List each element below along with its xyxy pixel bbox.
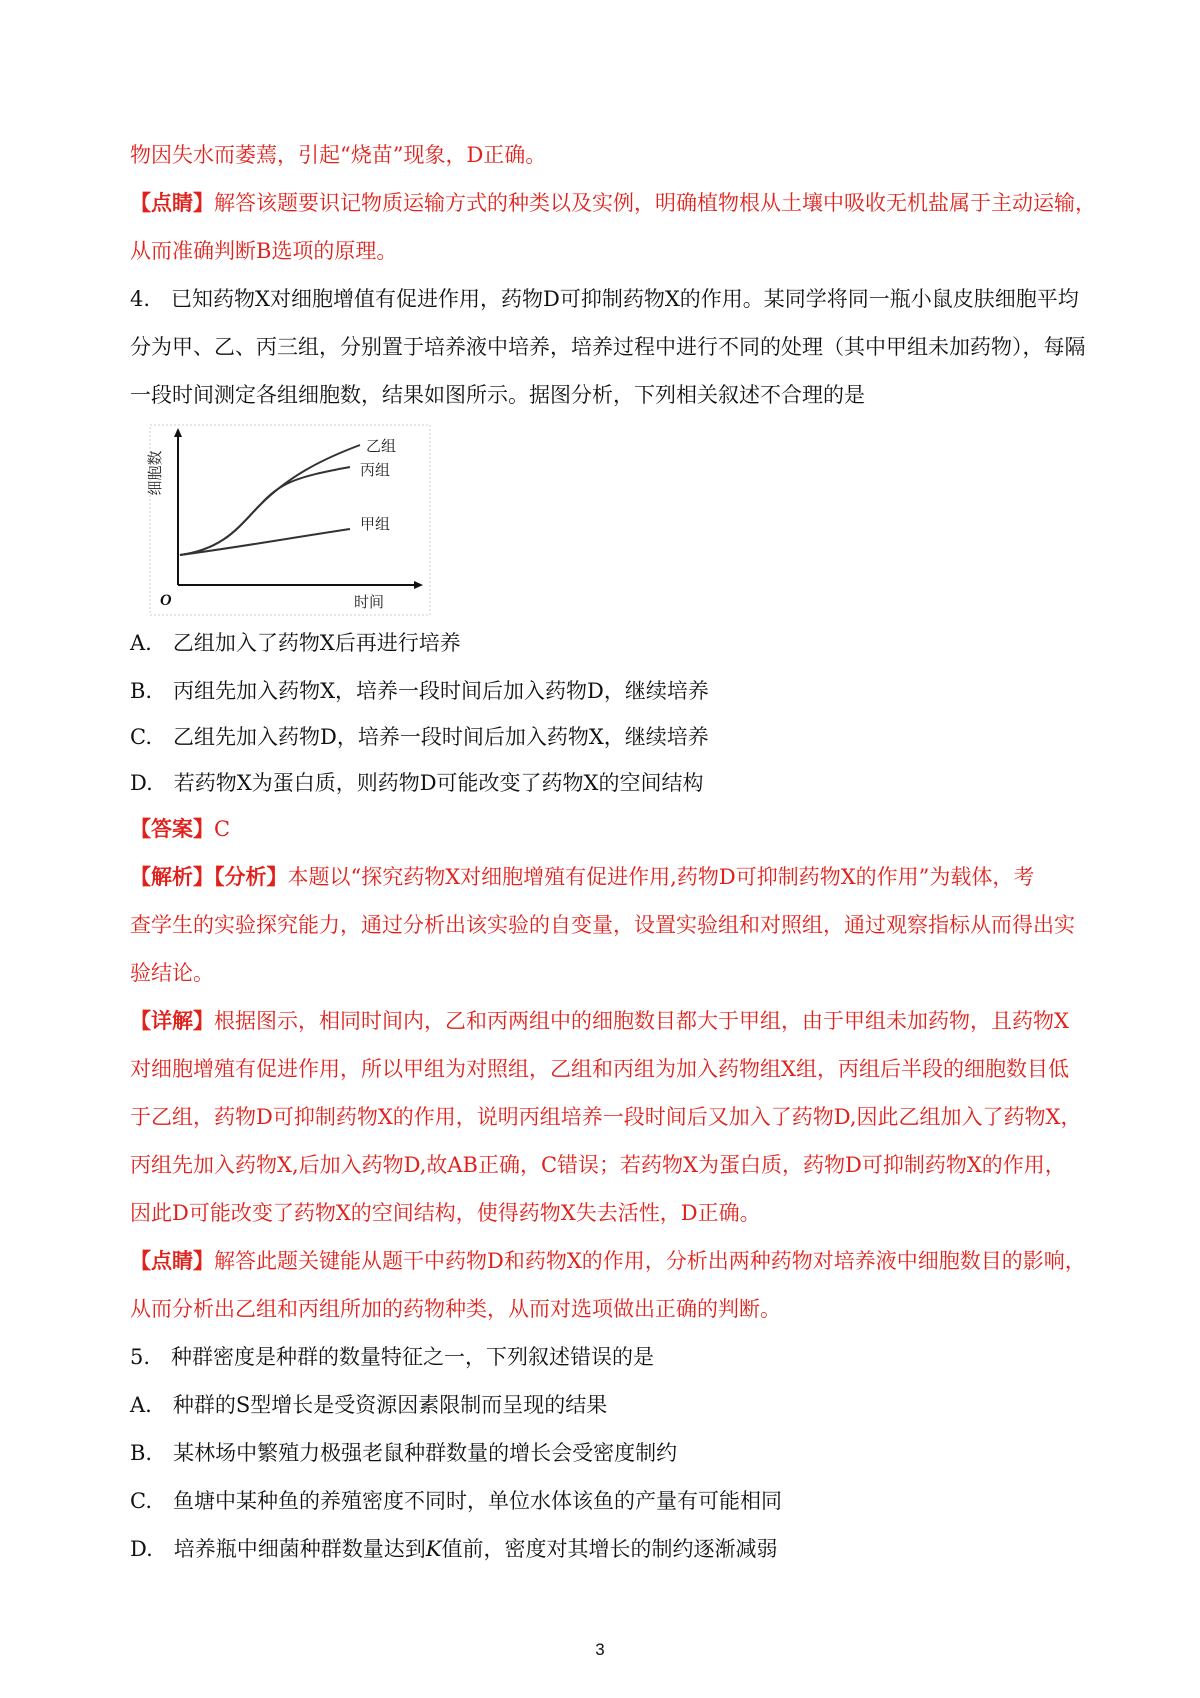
text-content: D. 培养瓶中细菌种群数量达到 (130, 1537, 426, 1561)
option-a: A. 种群的S型增长是受资源因素限制而呈现的结果 (130, 1393, 608, 1417)
text-content: 根据图示，相同时间内，乙和丙两组中的细胞数目都大于甲组，由于甲组未加药物，且药物X (214, 1009, 1069, 1033)
answer-line (130, 814, 1090, 844)
legend-jia: 甲组 (360, 515, 391, 533)
key-point-line (130, 1246, 1090, 1276)
option-b: B. 某林场中繁殖力极强老鼠种群数量的增长会受密度制约 (130, 1441, 678, 1465)
detail-line (130, 1006, 1090, 1036)
text-line: 物因失水而萎蔫，引起“烧苗”现象，D正确。 (130, 143, 547, 167)
section-tag: 【点睛】 (130, 190, 214, 215)
text-line: 从而准确判断B选项的原理。 (130, 239, 398, 263)
option-d: D. 若药物X为蛋白质，则药物D可能改变了药物X的空间结构 (130, 771, 704, 795)
detail-line: 丙组先加入药物X,后加入药物D,故AB正确，C错误；若药物X为蛋白质，药物D可抑制药物X的作用， (130, 1153, 1066, 1177)
option-a: A. 乙组加入了药物X后再进行培养 (130, 631, 461, 655)
key-point-line: 从而分析出乙组和丙组所加的药物种类，从而对选项做出正确的判断。 (130, 1297, 781, 1321)
question-4-text: 一段时间测定各组细胞数，结果如图所示。据图分析，下列相关叙述不合理的是 (130, 383, 865, 407)
cell-count-chart (146, 425, 430, 615)
curve-yi (180, 445, 360, 555)
text-content: 本题以“探究药物X对细胞增殖有促进作用,药物D可抑制药物X的作用”为载体，考 (287, 865, 1035, 889)
key-point-tag: 【点睛】 (130, 1248, 214, 1273)
question-4-text: 4. 已知药物X对细胞增值有促进作用，药物D可抑制药物X的作用。某同学将同一瓶小鼠皮肤细胞平均 (130, 287, 1079, 311)
option-c: C. 乙组先加入药物D，培养一段时间后加入药物X，继续培养 (130, 725, 709, 749)
legend-yi: 乙组 (366, 437, 397, 455)
option-c: C. 鱼塘中某种鱼的养殖密度不同时，单位水体该鱼的产量有可能相同 (130, 1489, 782, 1513)
option-b: B. 丙组先加入药物X，培养一段时间后加入药物D，继续培养 (130, 679, 709, 703)
x-axis-label: 时间 (354, 593, 385, 611)
text-content: 值前，密度对其增长的制约逐渐减弱 (441, 1537, 778, 1561)
analysis-line: 验结论。 (130, 961, 214, 985)
text-line (130, 188, 1096, 218)
text-content: 解答该题要识记物质运输方式的种类以及实例，明确植物根从土壤中吸收无机盐属于主动运输， (214, 191, 1096, 215)
detail-tag: 【详解】 (130, 1008, 214, 1033)
detail-line: 于乙组，药物D可抑制药物X的作用，说明丙组培养一段时间后又加入了药物D,因此乙组加入了药物X， (130, 1105, 1082, 1129)
cell-count-figure (146, 425, 430, 615)
option-d (130, 1534, 1090, 1564)
legend-bing: 丙组 (360, 461, 391, 479)
answer-tag: 【答案】 (130, 816, 214, 841)
origin-label: O (160, 592, 172, 609)
analysis-tag: 【解析】【分析】 (130, 864, 288, 889)
answer-value: C (214, 817, 231, 841)
x-axis-arrow (414, 581, 423, 589)
detail-line: 对细胞增殖有促进作用，所以甲组为对照组，乙组和丙组为加入药物组X组，丙组后半段的细胞数目低 (130, 1057, 1069, 1081)
analysis-line: 查学生的实验探究能力，通过分析出该实验的自变量，设置实验组和对照组，通过观察指标从而得出实 (130, 913, 1075, 937)
analysis-line (130, 862, 1090, 892)
y-axis-label: 细胞数 (146, 450, 164, 496)
question-5-text: 5. 种群密度是种群的数量特征之一，下列叙述错误的是 (130, 1345, 655, 1369)
text-content: 解答此题关键能从题干中药物D和药物X的作用，分析出两种药物对培养液中细胞数目的影响， (214, 1249, 1086, 1273)
y-axis-arrow (174, 428, 182, 437)
k-symbol: K (425, 1537, 442, 1561)
page-number: 3 (595, 1640, 605, 1659)
question-4-text: 分为甲、乙、丙三组，分别置于培养液中培养，培养过程中进行不同的处理（其中甲组未加药物），每隔 (130, 335, 1086, 359)
detail-line: 因此D可能改变了药物X的空间结构，使得药物X失去活性，D正确。 (130, 1201, 761, 1225)
curve-jia (180, 529, 350, 555)
